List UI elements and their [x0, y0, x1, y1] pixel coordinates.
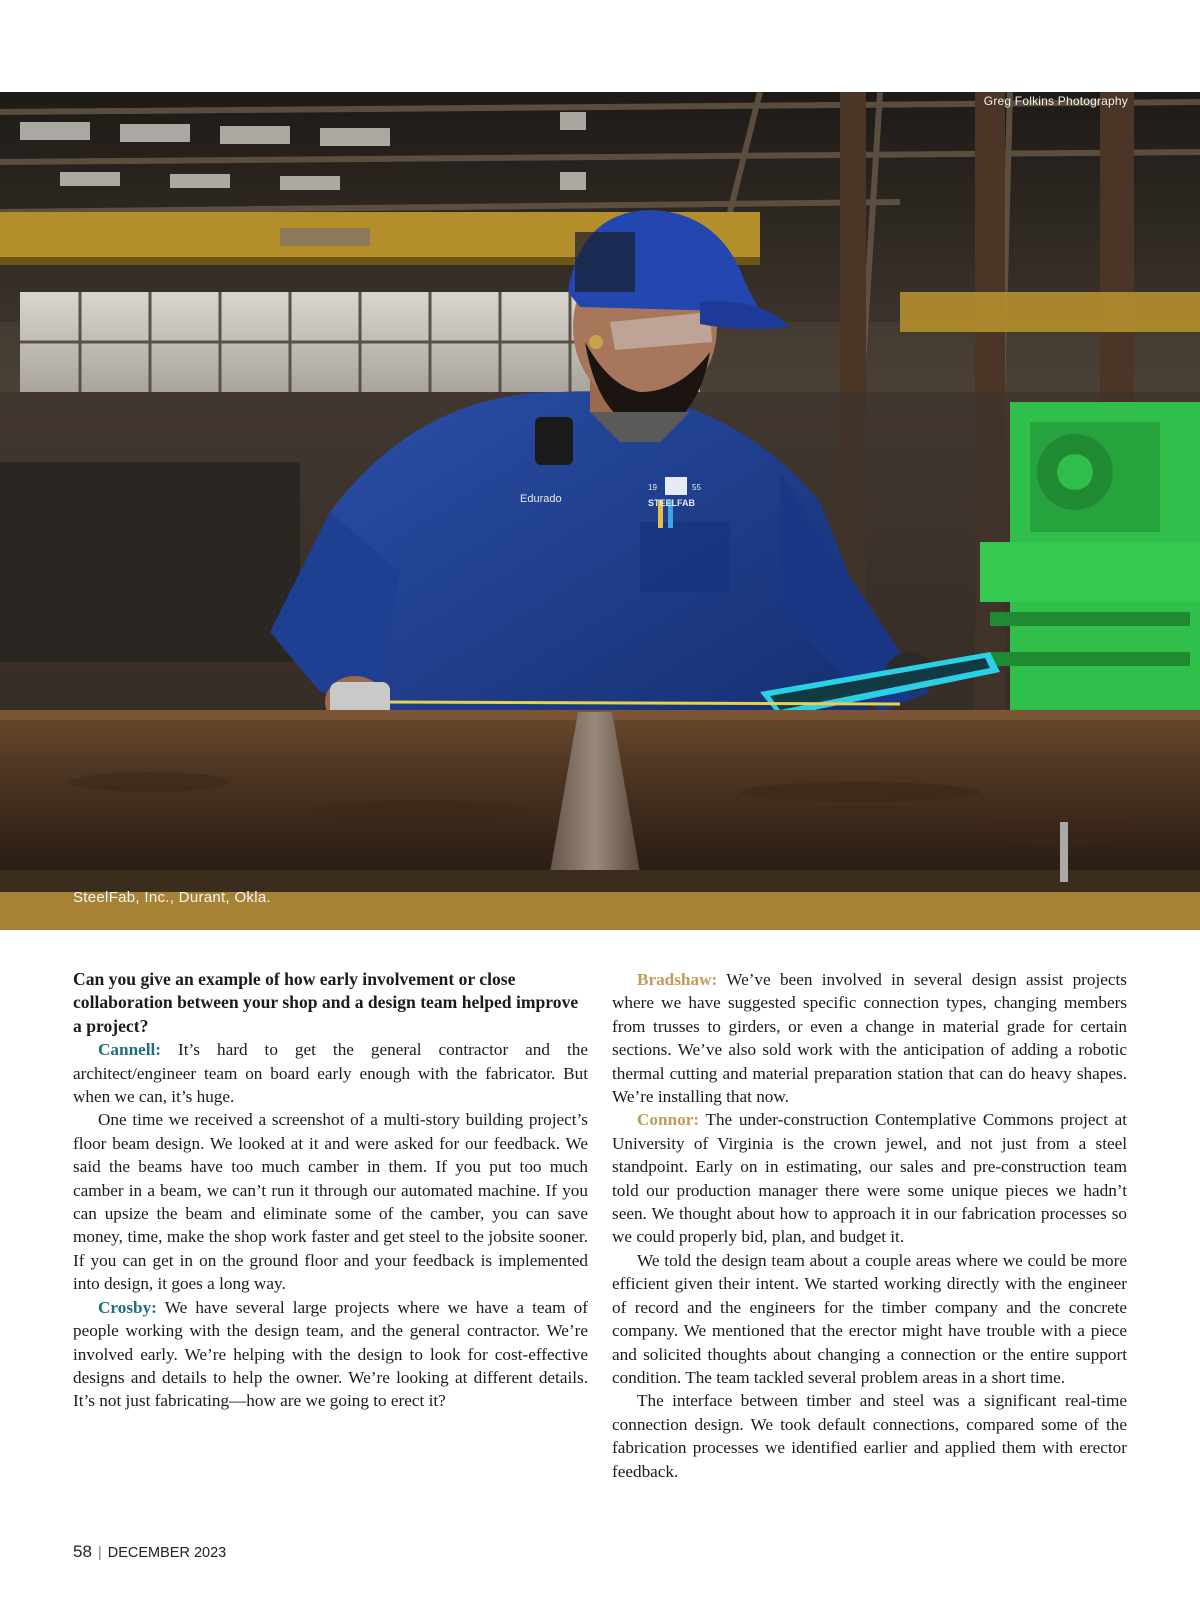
speaker-name: Crosby: — [98, 1297, 157, 1317]
photo-caption: SteelFab, Inc., Durant, Okla. — [73, 889, 271, 906]
bolt — [1060, 822, 1068, 882]
speaker-name: Bradshaw: — [637, 970, 718, 989]
answer-text: We’ve been involved in several design assist projects where we have suggested specific connection types, changing members from trusses to girders, or even a change in material grade for certain sections. We’ve also sold work with the anticipation of adding a robotic thermal cutting and material preparation station that can do heavy shapes. We’re installing that now. — [612, 970, 1127, 1107]
photo-credit: Greg Folkins Photography — [983, 94, 1128, 108]
name-patch: Edurado — [520, 493, 562, 505]
page-footer — [73, 1542, 226, 1562]
answer-paragraph — [612, 1389, 1127, 1483]
fabrication-shop-illustration — [0, 92, 1200, 930]
answer-text: We have several large projects where we have a team of people working with the design team, and the general contractor. We’re involved early. We’re helping with the design to look for cost-effective designs and details to help the owner. We’re looking at different details. It’s not just fabricating—how are we going to erect it? — [73, 1297, 588, 1411]
answer-paragraph — [612, 1249, 1127, 1389]
logo-wordmark: STEELFAB — [648, 498, 696, 508]
speaker-name: Cannell: — [98, 1040, 162, 1060]
answer-paragraph — [73, 1108, 588, 1295]
answer-text: The under-construction Contemplative Commons project at University of Virginia is the crown jewel, and not just from a steel standpoint. Early on in estimating, our sales and pre-construction team told our production manager there were some unique pieces we hadn’t seen. We thought about how to approach it in our fabrication processes so we could properly bid, plan, and budget it. — [612, 1110, 1127, 1247]
issue-date: DECEMBER 2023 — [107, 1545, 227, 1561]
measuring-tape — [390, 702, 900, 704]
article-column-left — [73, 968, 588, 1413]
ear-plug — [589, 335, 603, 349]
answer-text: It’s hard to get the general contractor and the architect/engineer team on board early enough with the fabricator. But when we can, it’s huge. — [73, 1040, 588, 1107]
answer-paragraph — [612, 968, 1127, 1108]
speaker-name: Connor: — [637, 1110, 700, 1130]
interview-question: Can you give an example of how early involvement or close collaboration between your shop and a design team helped improve a project? — [73, 969, 579, 1036]
feature-photo — [0, 92, 1200, 930]
answer-paragraph — [73, 1038, 588, 1108]
radio — [535, 417, 573, 465]
footer-separator: | — [97, 1545, 102, 1561]
answer-text: One time we received a screenshot of a multi-story building project’s floor beam design. We looked at it and were asked for our feedback. We said the beams have too much camber in them. If you put too much camber in a beam, we can’t run it through our automated machine. If you can upsize the beam and eliminate some of the camber, you can save money, time, make the shop work faster and get steel to the jobsite sooner. If you can get in on the ground floor and your feedback is implemented into design, it goes a long way. — [73, 1110, 588, 1294]
steel-stock-left — [0, 462, 300, 662]
logo-year-right: 55 — [692, 483, 701, 492]
answer-paragraph — [73, 1296, 588, 1413]
answer-paragraph — [612, 1108, 1127, 1248]
green-machine — [980, 402, 1200, 732]
shirt-pocket — [640, 522, 730, 592]
article-column-right — [612, 968, 1127, 1483]
logo-year-left: 19 — [648, 483, 657, 492]
answer-text: We told the design team about a couple areas where we could be more efficient given their intent. We started working directly with the engineer of record and the engineers for the timber company and the concrete company. We mentioned that the erector might have trouble with a piece and solicited thoughts about changing a connection or the entire support condition. The team tackled several problem areas in a short time. — [612, 1250, 1127, 1387]
page-number: 58 — [73, 1542, 92, 1561]
answer-text: The interface between timber and steel was a significant real-time connection design. We took default connections, compared some of the fabrication processes we identified earlier and applied them with erector feedback. — [612, 1391, 1127, 1481]
